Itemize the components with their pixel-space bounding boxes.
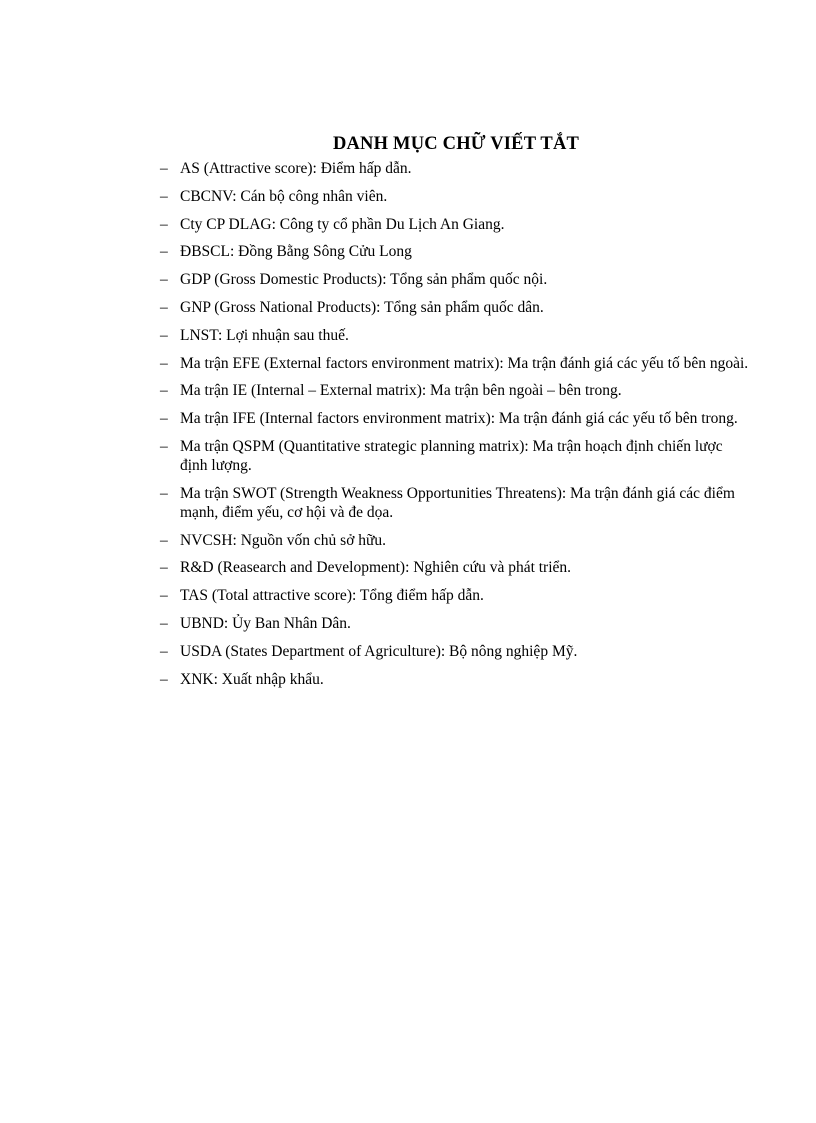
- page-title: DANH MỤC CHỮ VIẾT TẮT: [332, 134, 580, 154]
- abbreviation-text: UBND: Ủy Ban Nhân Dân.: [180, 614, 351, 632]
- list-item: [160, 642, 750, 661]
- abbreviation-text: CBCNV: Cán bộ công nhân viên.: [180, 187, 388, 205]
- abbreviation-text: GNP (Gross National Products): Tổng sản phẩm quốc dân.: [180, 298, 544, 316]
- dash-bullet: –: [160, 382, 168, 400]
- list-item: [160, 354, 750, 373]
- abbreviation-text: AS (Attractive score): Điểm hấp dẫn.: [180, 160, 412, 177]
- abbreviation-text: USDA (States Department of Agriculture): Bộ nông nghiệp Mỹ.: [180, 642, 578, 660]
- dash-bullet: –: [160, 298, 168, 316]
- dash-bullet: –: [160, 410, 168, 428]
- list-item: [160, 558, 750, 577]
- dash-bullet: –: [160, 243, 168, 261]
- abbreviation-text: TAS (Total attractive score): Tổng điểm hấp dẫn.: [180, 587, 484, 605]
- abbreviation-text: Ma trận SWOT (Strength Weakness Opportunities Threatens): Ma trận đánh giá các điểm mạnh, điểm yếu, cơ hội và đe dọa.: [180, 484, 735, 521]
- dash-bullet: –: [160, 271, 168, 289]
- dash-bullet: –: [160, 614, 168, 632]
- abbreviation-text: NVCSH: Nguồn vốn chủ sở hữu.: [180, 531, 387, 549]
- list-item: [160, 242, 750, 261]
- list-item: [160, 484, 750, 522]
- abbreviation-text: Ma trận EFE (External factors environment matrix): Ma trận đánh giá các yếu tố bên ngoài.: [180, 354, 749, 372]
- dash-bullet: –: [160, 642, 168, 660]
- dash-bullet: –: [160, 531, 168, 549]
- list-item: [160, 437, 750, 475]
- dash-bullet: –: [160, 559, 168, 577]
- list-item: [160, 159, 750, 178]
- dash-bullet: –: [160, 670, 168, 688]
- list-item: [160, 614, 750, 633]
- dash-bullet: –: [160, 484, 168, 502]
- list-item: [160, 215, 750, 234]
- page-content: [160, 133, 750, 697]
- abbreviation-text: LNST: Lợi nhuận sau thuế.: [180, 326, 349, 344]
- list-item: [160, 326, 750, 345]
- dash-bullet: –: [160, 187, 168, 205]
- list-item: [160, 409, 750, 428]
- list-item: [160, 586, 750, 605]
- list-item: [160, 381, 750, 400]
- list-item: [160, 270, 750, 289]
- list-item: [160, 531, 750, 550]
- abbreviation-text: R&D (Reasearch and Development): Nghiên cứu và phát triển.: [180, 559, 572, 577]
- abbreviation-text: Ma trận QSPM (Quantitative strategic planning matrix): Ma trận hoạch định chiến lược định lượng.: [180, 437, 723, 474]
- abbreviation-text: ĐBSCL: Đồng Bằng Sông Cửu Long: [180, 243, 412, 261]
- abbreviation-text: GDP (Gross Domestic Products): Tổng sản phẩm quốc nội.: [180, 271, 548, 289]
- abbreviation-text: Cty CP DLAG: Công ty cổ phần Du Lịch An Giang.: [180, 215, 505, 233]
- list-item: [160, 298, 750, 317]
- list-item: [160, 187, 750, 206]
- abbreviation-text: XNK: Xuất nhập khẩu.: [180, 670, 324, 688]
- dash-bullet: –: [160, 160, 168, 177]
- abbreviation-list: [160, 159, 750, 689]
- dash-bullet: –: [160, 215, 168, 233]
- abbreviation-text: Ma trận IE (Internal – External matrix): Ma trận bên ngoài – bên trong.: [180, 382, 622, 400]
- dash-bullet: –: [160, 587, 168, 605]
- dash-bullet: –: [160, 354, 168, 372]
- abbreviation-text: Ma trận IFE (Internal factors environment matrix): Ma trận đánh giá các yếu tố bên trong.: [180, 410, 738, 428]
- list-item: [160, 670, 750, 689]
- dash-bullet: –: [160, 326, 168, 344]
- dash-bullet: –: [160, 437, 168, 455]
